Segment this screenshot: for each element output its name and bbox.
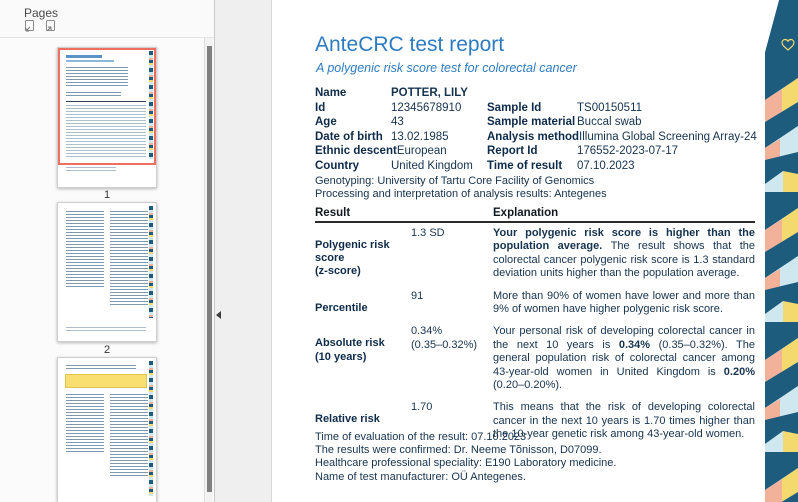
result-value: 1.3 SD — [411, 227, 445, 239]
thumb2-footer-lines — [66, 327, 146, 331]
processing-line: Processing and interpretation of analysis results: Antegenes — [315, 188, 607, 200]
thumb3-col1-lines — [66, 394, 104, 452]
thumb2-deco-strip — [149, 206, 153, 318]
info-row: Name POTTER, LILY — [315, 87, 468, 99]
info-row: Age 43 — [315, 116, 404, 129]
panel-gutter — [215, 0, 272, 502]
info-row: Sample Id TS00150511 — [487, 101, 643, 114]
info-row: Analysis method Illumina Global Screening Array-24 — [487, 130, 757, 143]
result-explanation: Your personal risk of developing colorectal cancer in the next 10 years is 0.34% (0.35–0.32%). The general population risk of colorectal cancer among 43-year-old women in United Kingdom is 0.20% (0.20–0.20%). — [493, 325, 755, 392]
info-row: Report Id 176552-2023-07-17 — [487, 145, 679, 158]
sidebar-scrollbar-thumb[interactable] — [207, 46, 212, 492]
explanation-header: Explanation — [493, 207, 559, 219]
thumb3-highlight-box — [65, 374, 147, 388]
result-explanation: More than 90% of women have lower and more than 9% of women have higher polygenic risk score. — [493, 289, 755, 316]
table-row-absolute-risk: Absolute risk (10 years) 0.34% (0.35–0.32%) Your personal risk of developing colorectal cancer in the next 10 years is 0.34% (0.35–0.32%). The general population risk of colorectal cancer among 43-year-old women in United Kingdom is 0.20% (0.20–0.20%). — [315, 325, 755, 392]
report-title: AnteCRC test report — [315, 33, 505, 56]
provenance-lines — [315, 175, 607, 201]
result-value: 91 — [411, 289, 424, 302]
result-value: 0.34% (0.35–0.32%) — [411, 325, 478, 351]
page-number-2[interactable]: 2 — [103, 344, 111, 356]
info-row: Ethnic descent European — [315, 145, 447, 158]
report-subtitle: A polygenic risk score test for colorectal cancer — [316, 61, 577, 75]
table-row-polygenic-risk-score: Polygenic risk score (z-score) 1.3 SD Your polygenic risk score is higher than the population average. The result shows that the colorectal cancer polygenic risk score is 1.3 standard deviation units higher than the population average. — [315, 227, 756, 280]
shrink-thumbnails-icon[interactable] — [22, 19, 37, 33]
pages-panel-title: Pages — [24, 6, 59, 20]
speciality-line: Healthcare professional speciality: E190 Laboratory medicine. — [315, 457, 617, 470]
sidebar-collapse-icon[interactable] — [216, 311, 221, 319]
page-thumbnail-1[interactable] — [57, 47, 157, 188]
result-value: 1.70 — [411, 401, 433, 414]
result-header: Result — [315, 207, 351, 219]
sidebar-scrollbar-track[interactable] — [204, 38, 213, 502]
thumb1-footer-lines — [66, 164, 116, 173]
info-row: Country United Kingdom — [315, 159, 473, 172]
evaluation-time-line: Time of evaluation of the result: 07.10.2023 — [315, 431, 527, 443]
pages-toolbar — [0, 0, 214, 38]
table-row-percentile: Percentile 91 More than 90% of women have lower and more than 9% of women have higher polygenic risk score. — [315, 289, 755, 316]
document-page[interactable] — [272, 0, 798, 502]
thumb2-col1-lines — [66, 211, 104, 289]
page-number-1[interactable]: 1 — [103, 189, 111, 201]
results-table — [315, 207, 755, 451]
thumb3-deco-strip — [149, 361, 153, 496]
patient-info-right — [487, 101, 757, 174]
result-explanation: Your polygenic risk score is higher than the population average. The result shows that the colorectal cancer polygenic risk score is 1.3 standard deviation units higher than the population average. — [493, 227, 756, 280]
page-thumbnail-3[interactable] — [57, 357, 157, 502]
thumb3-heading-lines — [66, 365, 136, 371]
confirmed-by-line: The results were confirmed: Dr. Neeme Tõnisson, D07099. — [315, 444, 602, 457]
table-header-row — [315, 207, 755, 223]
page-thumbnail-2[interactable] — [57, 202, 157, 342]
info-row: Sample material Buccal swab — [487, 116, 642, 129]
report-footer — [315, 431, 616, 484]
manufacturer-line: Name of test manufacturer: OÜ Antegenes. — [315, 470, 526, 483]
genotyping-line: Genotyping: University of Tartu Core Facility of Genomics — [315, 175, 595, 187]
table-row-relative-risk: Relative risk 1.70 This means that the risk of developing colorectal cancer in the next 10 years is 1.70 times higher than the 10-year genetic risk among 43-year-old women. — [315, 401, 755, 441]
thumb3-col2-lines — [110, 394, 148, 478]
info-row: Date of birth 13.02.1985 — [315, 130, 449, 143]
patient-info-left — [315, 86, 473, 174]
visible-area-indicator[interactable] — [58, 48, 156, 165]
info-row: Id 12345678910 — [315, 101, 462, 114]
info-row: Time of result 07.10.2023 — [487, 159, 635, 172]
pages-sidebar — [0, 0, 215, 502]
result-explanation: This means that the risk of developing colorectal cancer in the next 10 years is 1.70 times higher than the 10-year genetic risk among 43-year-old women. — [493, 401, 755, 441]
thumb2-col2-lines — [110, 211, 148, 307]
enlarge-thumbnails-icon[interactable] — [43, 19, 58, 33]
decorative-triangle-strip — [765, 0, 798, 502]
